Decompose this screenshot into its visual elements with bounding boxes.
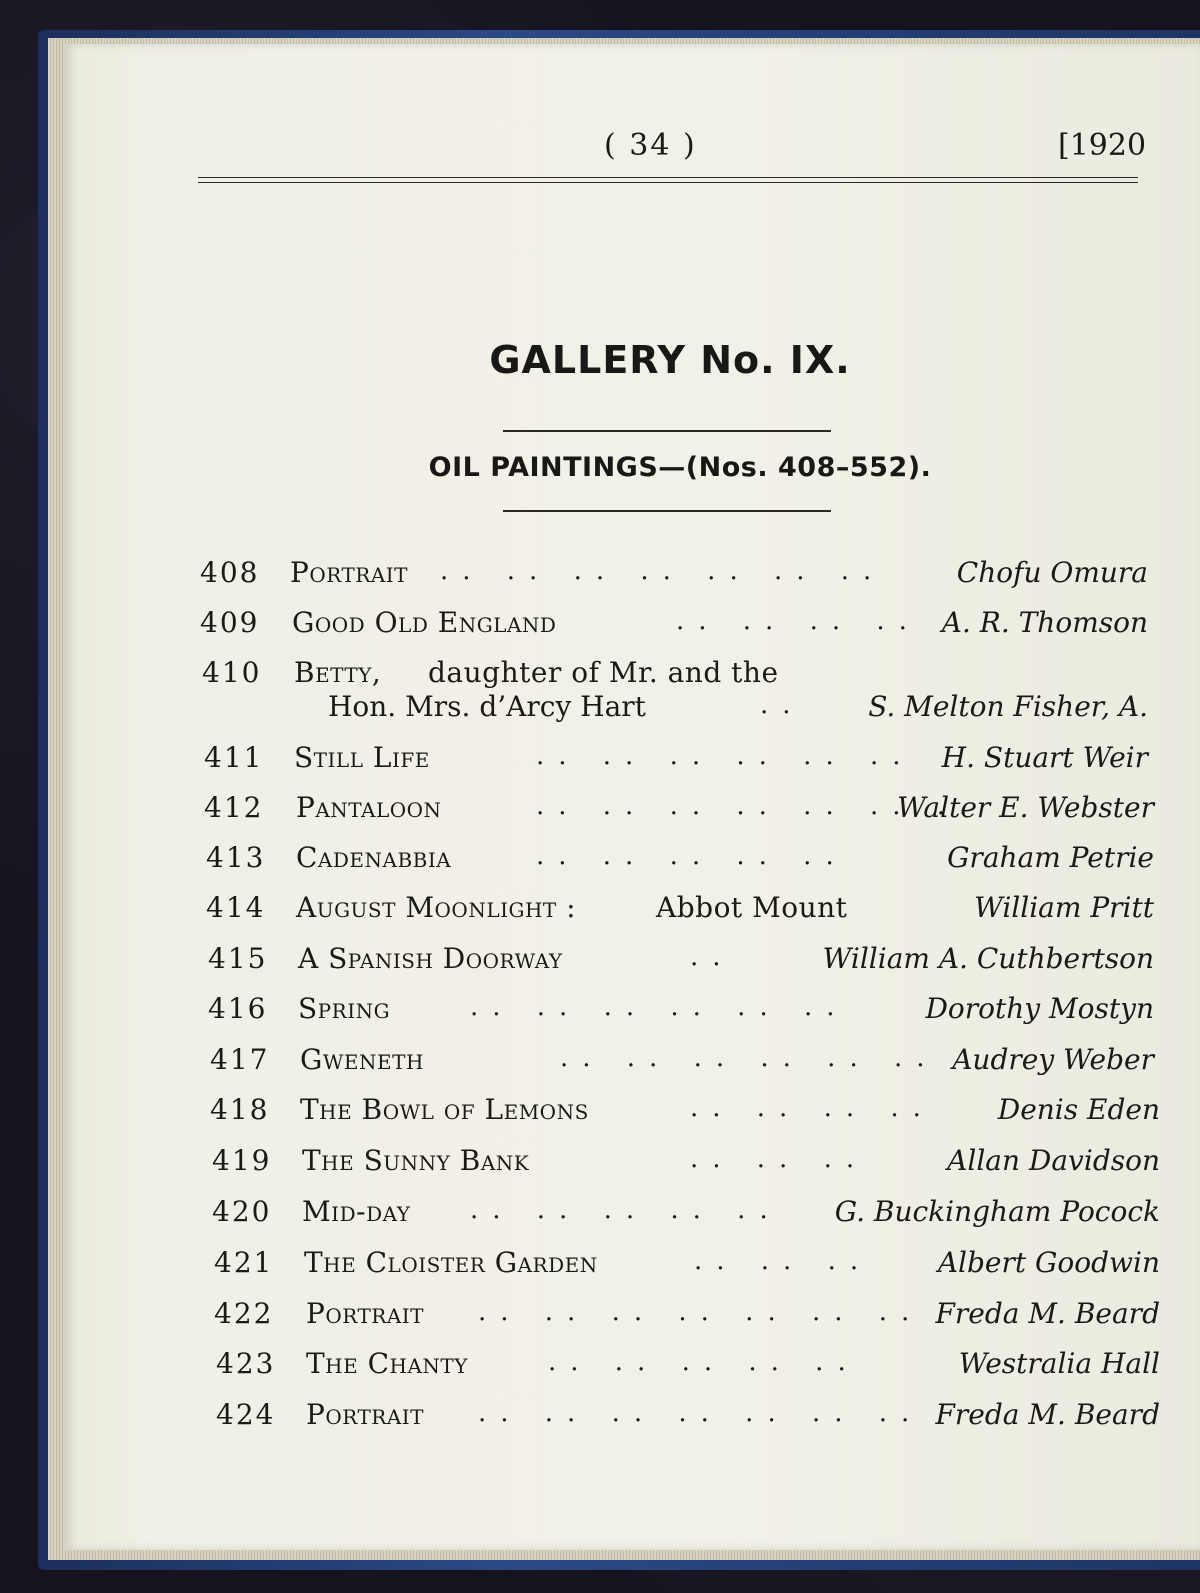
dot-leader: .. .. .. .. .. ..: [536, 741, 915, 771]
entry-title: Portrait: [290, 556, 409, 589]
entry-number: 417: [210, 1043, 270, 1076]
entry-title: Still Life: [294, 741, 430, 774]
entry-title-second-line: Hon. Mrs. d’Arcy Hart: [328, 690, 646, 723]
entry-number: 410: [202, 656, 262, 689]
entry-artist: Freda M. Beard: [935, 1398, 1160, 1431]
catalogue-entry: [0, 556, 1200, 606]
entry-title: The Chanty: [306, 1347, 468, 1380]
entry-artist: Dorothy Mostyn: [925, 992, 1154, 1025]
entry-number: 415: [208, 942, 268, 975]
catalogue-entry: [0, 841, 1200, 891]
catalogue-entry: [0, 891, 1200, 941]
entry-number: 424: [216, 1398, 276, 1431]
dot-leader: .. .. .. .. .. .. ..: [478, 1297, 924, 1327]
entry-title: The Cloister Garden: [304, 1246, 598, 1279]
dot-leader: ..: [690, 942, 735, 972]
entry-title: Betty,: [294, 656, 382, 689]
catalogue-entry: [0, 992, 1200, 1042]
page-number: ( 34 ): [604, 128, 697, 163]
entry-number: 421: [214, 1246, 274, 1279]
title-rule-lower: [503, 510, 831, 512]
entry-artist: William Pritt: [974, 891, 1154, 924]
entry-title: Cadenabbia: [296, 841, 452, 874]
dot-leader: .. .. .. ..: [690, 1093, 935, 1123]
entry-artist: S. Melton Fisher, A.: [868, 690, 1148, 723]
catalogue-entry: [0, 1297, 1200, 1347]
entry-artist: Westralia Hall: [958, 1347, 1160, 1380]
entry-title: The Bowl of Lemons: [300, 1093, 589, 1126]
catalogue-entry: [0, 1398, 1200, 1448]
entry-number: 412: [204, 791, 264, 824]
catalogue-entry: [0, 791, 1200, 841]
entry-title: August Moonlight :: [296, 891, 577, 924]
entry-artist: Walter E. Webster: [897, 791, 1154, 824]
catalogue-entry: [0, 1093, 1200, 1143]
dot-leader: .. .. .. .. ..: [470, 1195, 782, 1225]
entry-number: 408: [200, 556, 260, 589]
entry-artist: Audrey Weber: [952, 1043, 1154, 1076]
catalogue-entry: [0, 942, 1200, 992]
entry-title: A Spanish Doorway: [298, 942, 563, 975]
catalogue-entry: [0, 741, 1200, 791]
header-rule-bottom: [198, 182, 1138, 183]
entry-number: 419: [212, 1144, 272, 1177]
entry-number: 413: [206, 841, 266, 874]
dot-leader: .. .. .. .. ..: [536, 841, 848, 871]
entry-title: Portrait: [306, 1398, 425, 1431]
entry-number: 409: [200, 606, 260, 639]
entry-artist: Freda M. Beard: [935, 1297, 1160, 1330]
entry-title: Spring: [298, 992, 391, 1025]
header-year: [1920: [1058, 128, 1147, 163]
entry-artist: A. R. Thomson: [941, 606, 1148, 639]
catalogue-entry: [0, 1246, 1200, 1296]
catalogue-entry: [0, 1144, 1200, 1194]
entry-title: The Sunny Bank: [302, 1144, 530, 1177]
entry-title: Portrait: [306, 1297, 425, 1330]
dot-leader: .. .. ..: [690, 1144, 869, 1174]
header-rule-top: [198, 177, 1138, 178]
catalogue-entry: [0, 1195, 1200, 1245]
entry-number: 416: [208, 992, 268, 1025]
dot-leader: .. .. .. .. .. ..: [470, 992, 849, 1022]
dot-leader: ..: [760, 690, 805, 720]
entry-artist: Chofu Omura: [956, 556, 1148, 589]
catalogue-entry: [0, 1347, 1200, 1397]
catalogue-entry: [0, 606, 1200, 656]
title-rule-upper: [503, 430, 831, 432]
dot-leader: .. .. .. .. .. .. ..: [478, 1398, 924, 1428]
entry-title-continued: Abbot Mount: [656, 891, 848, 924]
entry-number: 423: [216, 1347, 276, 1380]
catalogue-entry: [0, 656, 1200, 723]
entry-artist: H. Stuart Weir: [941, 741, 1148, 774]
dot-leader: .. .. .. .. .. .. ..: [440, 556, 886, 586]
entry-artist: Albert Goodwin: [937, 1246, 1160, 1279]
section-subtitle: OIL PAINTINGS—(Nos. 408–552).: [428, 452, 932, 483]
entry-artist: G. Buckingham Pocock: [834, 1195, 1160, 1228]
dot-leader: .. .. .. .. .. .. ..: [536, 791, 982, 821]
entry-number: 418: [210, 1093, 270, 1126]
entry-title: Mid-day: [302, 1195, 411, 1228]
entry-number: 420: [212, 1195, 272, 1228]
dot-leader: .. .. .. .. ..: [548, 1347, 860, 1377]
entry-artist: William A. Cuthbertson: [822, 942, 1154, 975]
entry-title: Gweneth: [300, 1043, 424, 1076]
entry-artist: Graham Petrie: [947, 841, 1154, 874]
catalogue-entry: [0, 1043, 1200, 1093]
entry-artist: Allan Davidson: [947, 1144, 1160, 1177]
entry-number: 414: [206, 891, 266, 924]
entry-number: 422: [214, 1297, 274, 1330]
entry-number: 411: [204, 741, 264, 774]
entry-title-continued: daughter of Mr. and the: [428, 656, 779, 689]
entry-artist: Denis Eden: [997, 1093, 1160, 1126]
dot-leader: .. .. .. .. .. ..: [560, 1043, 939, 1073]
gallery-title: GALLERY No. IX.: [489, 338, 851, 382]
entry-title: Pantaloon: [296, 791, 442, 824]
dot-leader: .. .. .. ..: [676, 606, 921, 636]
dot-leader: .. .. ..: [694, 1246, 873, 1276]
entry-title: Good Old England: [292, 606, 557, 639]
